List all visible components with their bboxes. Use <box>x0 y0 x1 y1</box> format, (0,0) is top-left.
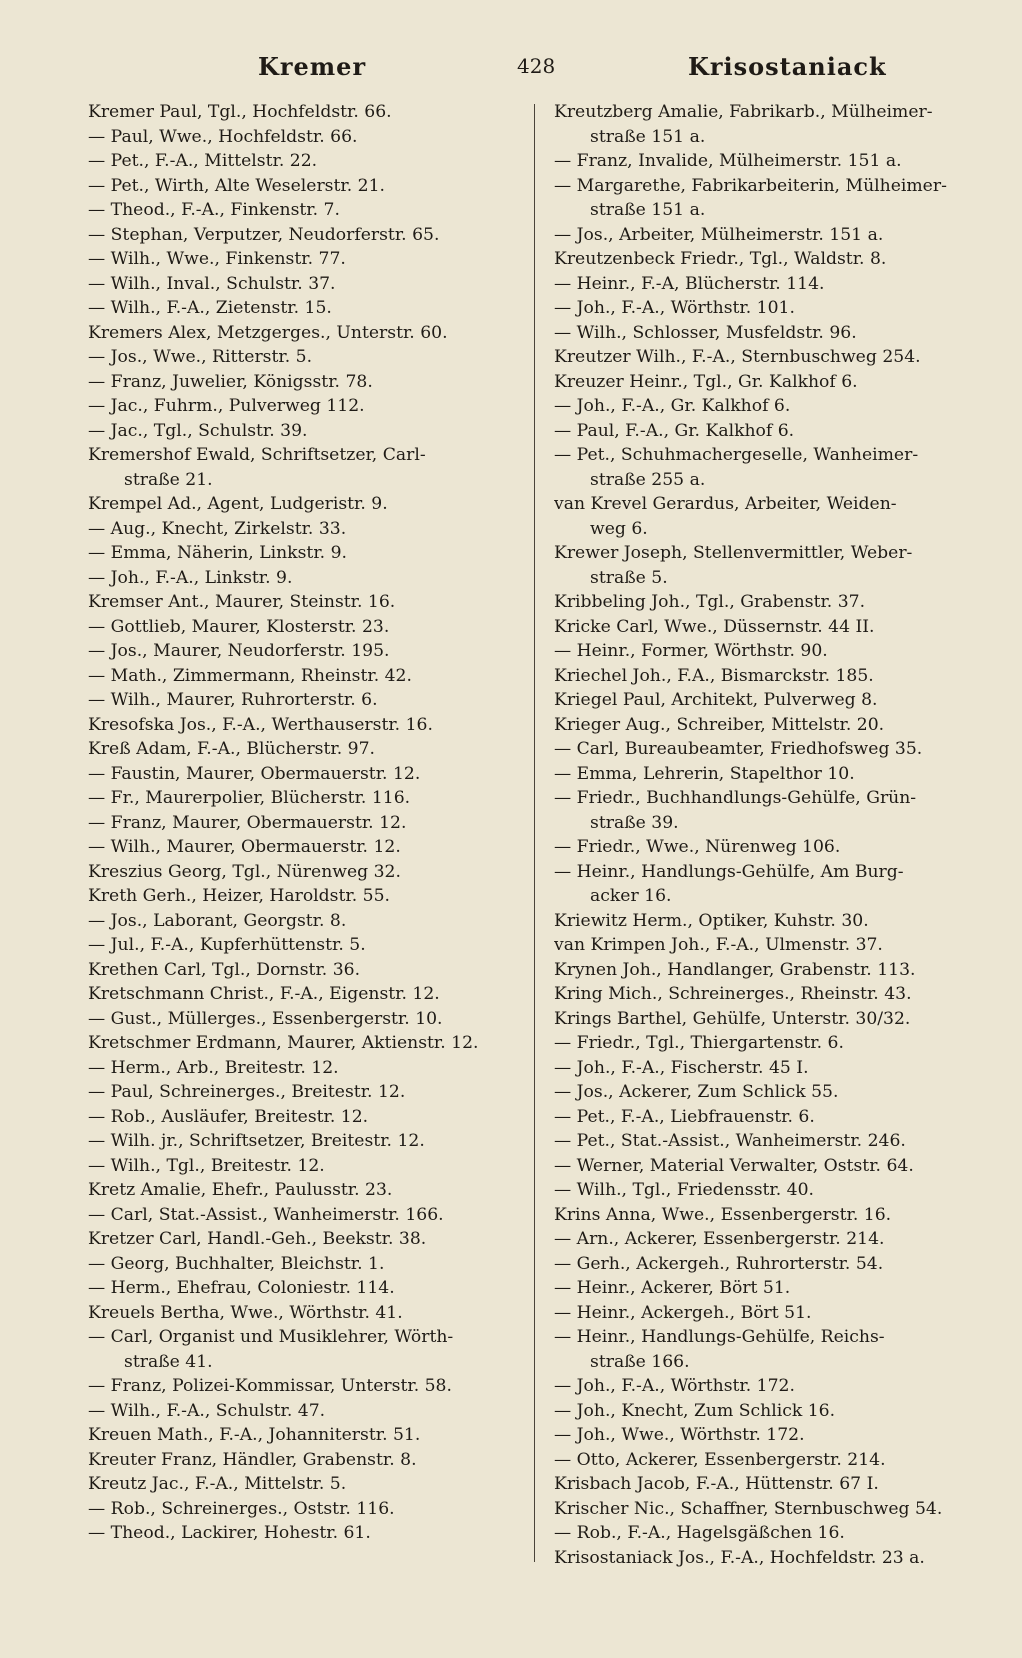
directory-entry: Kreth Gerh., Heizer, Haroldstr. 55. <box>88 886 390 906</box>
directory-entry: — Pet., F.-A., Mittelstr. 22. <box>88 151 318 171</box>
directory-entry: — Wilh., F.-A., Schulstr. 47. <box>88 1400 326 1421</box>
directory-entry: — Friedr., Buchhandlungs-Gehülfe, Grün- <box>554 788 917 808</box>
directory-entry: — Emma, Näherin, Linkstr. 9. <box>88 543 347 563</box>
directory-entry: — Heinr., Handlungs-Gehülfe, Reichs- <box>554 1327 885 1347</box>
directory-entry: — Joh., F.-A., Wörthstr. 101. <box>554 298 795 318</box>
entry-continuation: straße 21. <box>124 469 213 490</box>
directory-entry: Krisbach Jacob, F.-A., Hüttenstr. 67 I. <box>554 1474 879 1494</box>
directory-entry: — Stephan, Verputzer, Neudorferstr. 65. <box>88 224 440 245</box>
directory-entry: Krischer Nic., Schaffner, Sternbuschweg 54. <box>554 1498 943 1519</box>
directory-entry: Krisostaniack Jos., F.-A., Hochfeldstr. 23 a. <box>554 1547 925 1568</box>
directory-entry: Kring Mich., Schreinerges., Rheinstr. 43. <box>554 984 912 1004</box>
page-header <box>0 52 1022 92</box>
directory-entry: — Wilh. jr., Schriftsetzer, Breitestr. 12. <box>88 1131 425 1151</box>
directory-entry: Kreszius Georg, Tgl., Nürenweg 32. <box>88 861 401 882</box>
entry-continuation: straße 41. <box>124 1351 213 1372</box>
directory-entry: — Franz, Invalide, Mülheimerstr. 151 a. <box>554 151 902 171</box>
directory-entry: — Herm., Arb., Breitestr. 12. <box>88 1057 339 1078</box>
entry-continuation: straße 151 a. <box>590 126 706 147</box>
directory-entry: Krieger Aug., Schreiber, Mittelstr. 20. <box>554 714 885 735</box>
directory-entry: — Wilh., Wwe., Finkenstr. 77. <box>88 249 346 269</box>
directory-entry: Kremers Alex, Metzgerges., Unterstr. 60. <box>88 322 448 343</box>
directory-entry: Kriegel Paul, Architekt, Pulverweg 8. <box>554 690 878 710</box>
header-first-entry: Kremer <box>258 52 367 81</box>
directory-entry: — Jos., Maurer, Neudorferstr. 195. <box>88 641 390 661</box>
directory-entry: — Wilh., Tgl., Breitestr. 12. <box>88 1155 325 1176</box>
directory-entry: Kremershof Ewald, Schriftsetzer, Carl- <box>88 445 426 465</box>
directory-entry: Krins Anna, Wwe., Essenbergerstr. 16. <box>554 1204 892 1225</box>
directory-entry: — Joh., F.-A., Fischerstr. 45 I. <box>554 1057 809 1078</box>
directory-entry: Kreutzenbeck Friedr., Tgl., Waldstr. 8. <box>554 249 887 269</box>
entry-continuation: straße 39. <box>590 812 679 833</box>
directory-entry: Kreutzer Wilh., F.-A., Sternbuschweg 254. <box>554 347 921 367</box>
directory-entry: Kreuzer Heinr., Tgl., Gr. Kalkhof 6. <box>554 371 858 392</box>
directory-entry: — Carl, Stat.-Assist., Wanheimerstr. 166. <box>88 1204 444 1225</box>
directory-entry: Kremer Paul, Tgl., Hochfeldstr. 66. <box>88 102 392 122</box>
directory-entry: Kriewitz Herm., Optiker, Kuhstr. 30. <box>554 910 869 931</box>
directory-entry: Krynen Joh., Handlanger, Grabenstr. 113. <box>554 959 916 980</box>
directory-entry: Kretz Amalie, Ehefr., Paulusstr. 23. <box>88 1180 393 1200</box>
header-last-entry: Krisostaniack <box>688 52 887 81</box>
directory-entry: — Emma, Lehrerin, Stapelthor 10. <box>554 763 855 784</box>
directory-entry: — Wilh., Schlosser, Musfeldstr. 96. <box>554 322 857 343</box>
entry-continuation: straße 166. <box>590 1351 690 1372</box>
directory-entry: — Jos., Wwe., Ritterstr. 5. <box>88 347 313 367</box>
entry-continuation: straße 255 a. <box>590 469 706 490</box>
directory-entry: Krethen Carl, Tgl., Dornstr. 36. <box>88 959 361 980</box>
directory-entry: — Joh., F.-A., Wörthstr. 172. <box>554 1376 795 1396</box>
directory-entry: — Jac., Tgl., Schulstr. 39. <box>88 420 308 441</box>
directory-entry: — Wilh., F.-A., Zietenstr. 15. <box>88 298 332 318</box>
directory-entry: Kretschmer Erdmann, Maurer, Aktienstr. 12. <box>88 1033 479 1053</box>
directory-entry: Kreuter Franz, Händler, Grabenstr. 8. <box>88 1449 417 1470</box>
entry-continuation: acker 16. <box>590 886 672 906</box>
directory-entry: Krempel Ad., Agent, Ludgeristr. 9. <box>88 494 388 514</box>
directory-entry: van Krevel Gerardus, Arbeiter, Weiden- <box>554 494 897 514</box>
directory-entry: Krings Barthel, Gehülfe, Unterstr. 30/32. <box>554 1008 911 1029</box>
directory-entry: — Wilh., Maurer, Ruhrorterstr. 6. <box>88 690 378 710</box>
directory-entry: Kreutzberg Amalie, Fabrikarb., Mülheimer- <box>554 102 933 122</box>
directory-entry: — Arn., Ackerer, Essenbergerstr. 214. <box>554 1229 885 1249</box>
directory-entry: — Joh., Knecht, Zum Schlick 16. <box>554 1400 836 1421</box>
directory-entry: — Carl, Bureaubeamter, Friedhofsweg 35. <box>554 739 923 759</box>
directory-entry: — Wilh., Inval., Schulstr. 37. <box>88 273 336 294</box>
directory-entry: — Pet., Stat.-Assist., Wanheimerstr. 246. <box>554 1131 906 1151</box>
directory-entry: — Gottlieb, Maurer, Klosterstr. 23. <box>88 616 390 637</box>
directory-entry: — Paul, Wwe., Hochfeldstr. 66. <box>88 126 358 147</box>
directory-entry: Kricke Carl, Wwe., Düssernstr. 44 II. <box>554 616 875 637</box>
directory-entry: Kreß Adam, F.-A., Blücherstr. 97. <box>88 739 375 759</box>
directory-entry: — Paul, Schreinerges., Breitestr. 12. <box>88 1082 406 1102</box>
directory-entry: — Paul, F.-A., Gr. Kalkhof 6. <box>554 420 795 441</box>
directory-entry: — Franz, Polizei-Kommissar, Unterstr. 58. <box>88 1376 452 1396</box>
directory-entry: Kreuen Math., F.-A., Johanniterstr. 51. <box>88 1425 421 1445</box>
directory-entry: — Theod., Lackirer, Hohestr. 61. <box>88 1523 371 1543</box>
directory-entry: — Pet., Schuhmachergeselle, Wanheimer- <box>554 445 919 465</box>
directory-entry: Kretzer Carl, Handl.-Geh., Beekstr. 38. <box>88 1229 427 1249</box>
directory-entry: — Franz, Juwelier, Königsstr. 78. <box>88 371 373 392</box>
directory-entry: Kretschmann Christ., F.-A., Eigenstr. 12. <box>88 984 440 1004</box>
directory-entry: — Friedr., Wwe., Nürenweg 106. <box>554 837 841 857</box>
left-column <box>88 100 520 1546</box>
directory-entry: — Aug., Knecht, Zirkelstr. 33. <box>88 518 347 539</box>
directory-entry: — Jos., Laborant, Georgstr. 8. <box>88 910 347 931</box>
directory-entry: — Joh., F.-A., Linkstr. 9. <box>88 567 293 588</box>
directory-entry: — Theod., F.-A., Finkenstr. 7. <box>88 200 340 220</box>
directory-entry: — Math., Zimmermann, Rheinstr. 42. <box>88 665 412 686</box>
directory-entry: — Wilh., Maurer, Obermauerstr. 12. <box>88 837 401 857</box>
directory-entry: — Heinr., F.-A, Blücherstr. 114. <box>554 273 825 294</box>
directory-entry: — Pet., F.-A., Liebfrauenstr. 6. <box>554 1106 815 1127</box>
directory-entry: Kriechel Joh., F.A., Bismarckstr. 185. <box>554 665 874 686</box>
directory-entry: — Friedr., Tgl., Thiergartenstr. 6. <box>554 1033 844 1053</box>
directory-entry: — Rob., Schreinerges., Oststr. 116. <box>88 1498 395 1519</box>
directory-entry: — Otto, Ackerer, Essenbergerstr. 214. <box>554 1449 886 1470</box>
directory-entry: — Jul., F.-A., Kupferhüttenstr. 5. <box>88 935 366 955</box>
directory-entry: — Wilh., Tgl., Friedensstr. 40. <box>554 1180 815 1200</box>
directory-entry: van Krimpen Joh., F.-A., Ulmenstr. 37. <box>554 935 883 955</box>
entry-continuation: straße 5. <box>590 567 668 588</box>
directory-entry: — Joh., F.-A., Gr. Kalkhof 6. <box>554 396 791 416</box>
column-divider <box>534 104 535 1562</box>
directory-entry: Kremser Ant., Maurer, Steinstr. 16. <box>88 592 396 612</box>
directory-entry: — Heinr., Handlungs-Gehülfe, Am Burg- <box>554 861 904 882</box>
directory-entry: — Jos., Ackerer, Zum Schlick 55. <box>554 1082 839 1102</box>
directory-entry: — Heinr., Ackerer, Bört 51. <box>554 1278 791 1298</box>
directory-entry: — Carl, Organist und Musiklehrer, Wörth- <box>88 1327 454 1347</box>
directory-entry: — Jos., Arbeiter, Mülheimerstr. 151 a. <box>554 224 884 245</box>
directory-entry: — Rob., F.-A., Hagelsgäßchen 16. <box>554 1523 845 1543</box>
directory-entry: — Gerh., Ackergeh., Ruhrorterstr. 54. <box>554 1253 884 1274</box>
directory-entry: Krewer Joseph, Stellenvermittler, Weber- <box>554 543 913 563</box>
directory-entry: — Georg, Buchhalter, Bleichstr. 1. <box>88 1253 385 1274</box>
directory-entry: — Heinr., Former, Wörthstr. 90. <box>554 641 828 661</box>
directory-entry: — Faustin, Maurer, Obermauerstr. 12. <box>88 763 421 784</box>
directory-entry: — Werner, Material Verwalter, Oststr. 64. <box>554 1155 914 1176</box>
directory-entry: — Franz, Maurer, Obermauerstr. 12. <box>88 812 407 833</box>
directory-entry: — Fr., Maurerpolier, Blücherstr. 116. <box>88 788 411 808</box>
directory-entry: Kresofska Jos., F.-A., Werthauserstr. 16. <box>88 714 433 735</box>
directory-entry: — Joh., Wwe., Wörthstr. 172. <box>554 1425 805 1445</box>
directory-entry: — Rob., Ausläufer, Breitestr. 12. <box>88 1106 369 1127</box>
directory-entry: — Margarethe, Fabrikarbeiterin, Mülheimer- <box>554 175 947 196</box>
directory-entry: — Jac., Fuhrm., Pulverweg 112. <box>88 396 365 416</box>
directory-entry: Kribbeling Joh., Tgl., Grabenstr. 37. <box>554 592 866 612</box>
directory-entry: — Pet., Wirth, Alte Weselerstr. 21. <box>88 175 385 196</box>
directory-entry: — Gust., Müllerges., Essenbergerstr. 10. <box>88 1008 443 1029</box>
directory-entry: — Heinr., Ackergeh., Bört 51. <box>554 1302 812 1323</box>
page-number: 428 <box>517 54 556 78</box>
entry-continuation: straße 151 a. <box>590 200 706 220</box>
directory-entry: Kreutz Jac., F.-A., Mittelstr. 5. <box>88 1474 347 1494</box>
right-column <box>554 100 984 1570</box>
directory-entry: — Herm., Ehefrau, Coloniestr. 114. <box>88 1278 395 1298</box>
directory-entry: Kreuels Bertha, Wwe., Wörthstr. 41. <box>88 1302 403 1323</box>
entry-continuation: weg 6. <box>590 518 648 539</box>
